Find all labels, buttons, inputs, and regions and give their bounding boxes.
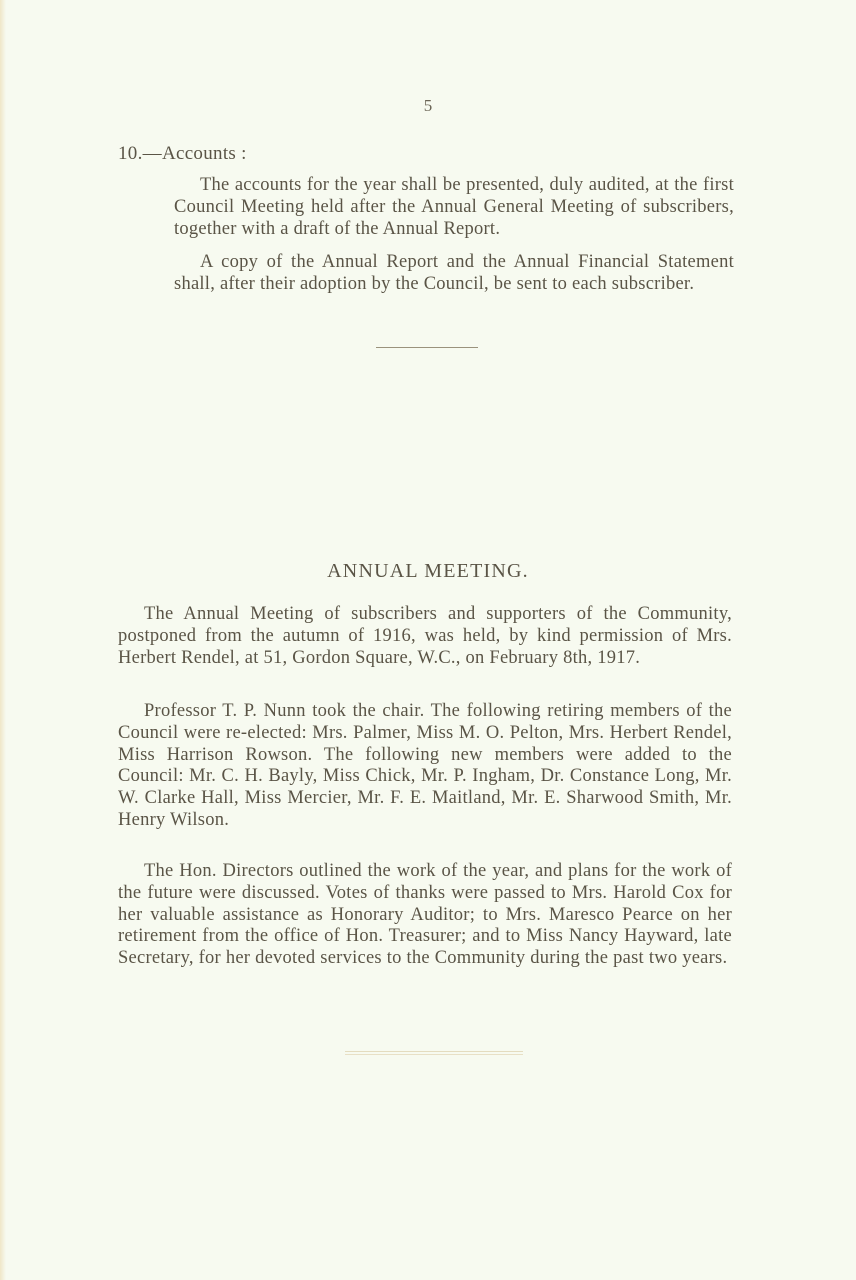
annual-meeting-paragraph-2: Professor T. P. Nunn took the chair. The following retiring members of the Council were re-elected: Mrs. Palmer, Miss M. O. Pelton, Mrs. Herbert Rendel, Miss Harrison Rowson. The following new members were added to the Council: Mr. C. H. Bayly, Miss Chick, Mr. P. Ingham, Dr. Constance Long, Mr. W. Clarke Hall, Miss Mercier, Mr. F. E. Maitland, Mr. E. Sharwood Smith, Mr. Henry Wilson. [118, 701, 732, 830]
annual-meeting-paragraph-3: The Hon. Directors outlined the work of the year, and plans for the work of the future were discussed. Votes of thanks were passed to Mrs. Harold Cox for her valuable assistance as Honorary Auditor; to Mrs. Maresco Pearce on her retirement from the office of Hon. Treasurer; and to Miss Nancy Hayward, late Secretary, for her devoted services to the Community during the past two years. [118, 861, 732, 969]
page-number: 5 [423, 96, 433, 115]
end-divider [345, 1051, 523, 1055]
annual-meeting-title: ANNUAL MEETING. [327, 560, 529, 582]
section-heading-accounts: 10.—Accounts : [118, 143, 247, 164]
accounts-paragraph-2: A copy of the Annual Report and the Annual Financial Statement shall, after their adoption by the Council, be sent to each subscriber. [174, 252, 734, 294]
annual-meeting-paragraph-1: The Annual Meeting of subscribers and supporters of the Community, postponed from the autumn of 1916, was held, by kind permission of Mrs. Herbert Rendel, at 51, Gordon Square, W.C., on February 8th, 1917. [118, 604, 732, 668]
accounts-paragraph-1: The accounts for the year shall be presented, duly audited, at the first Council Meeting held after the Annual General Meeting of subscribers, together with a draft of the Annual Report. [174, 175, 734, 239]
page-edge [0, 0, 6, 1280]
section-divider [376, 347, 478, 348]
